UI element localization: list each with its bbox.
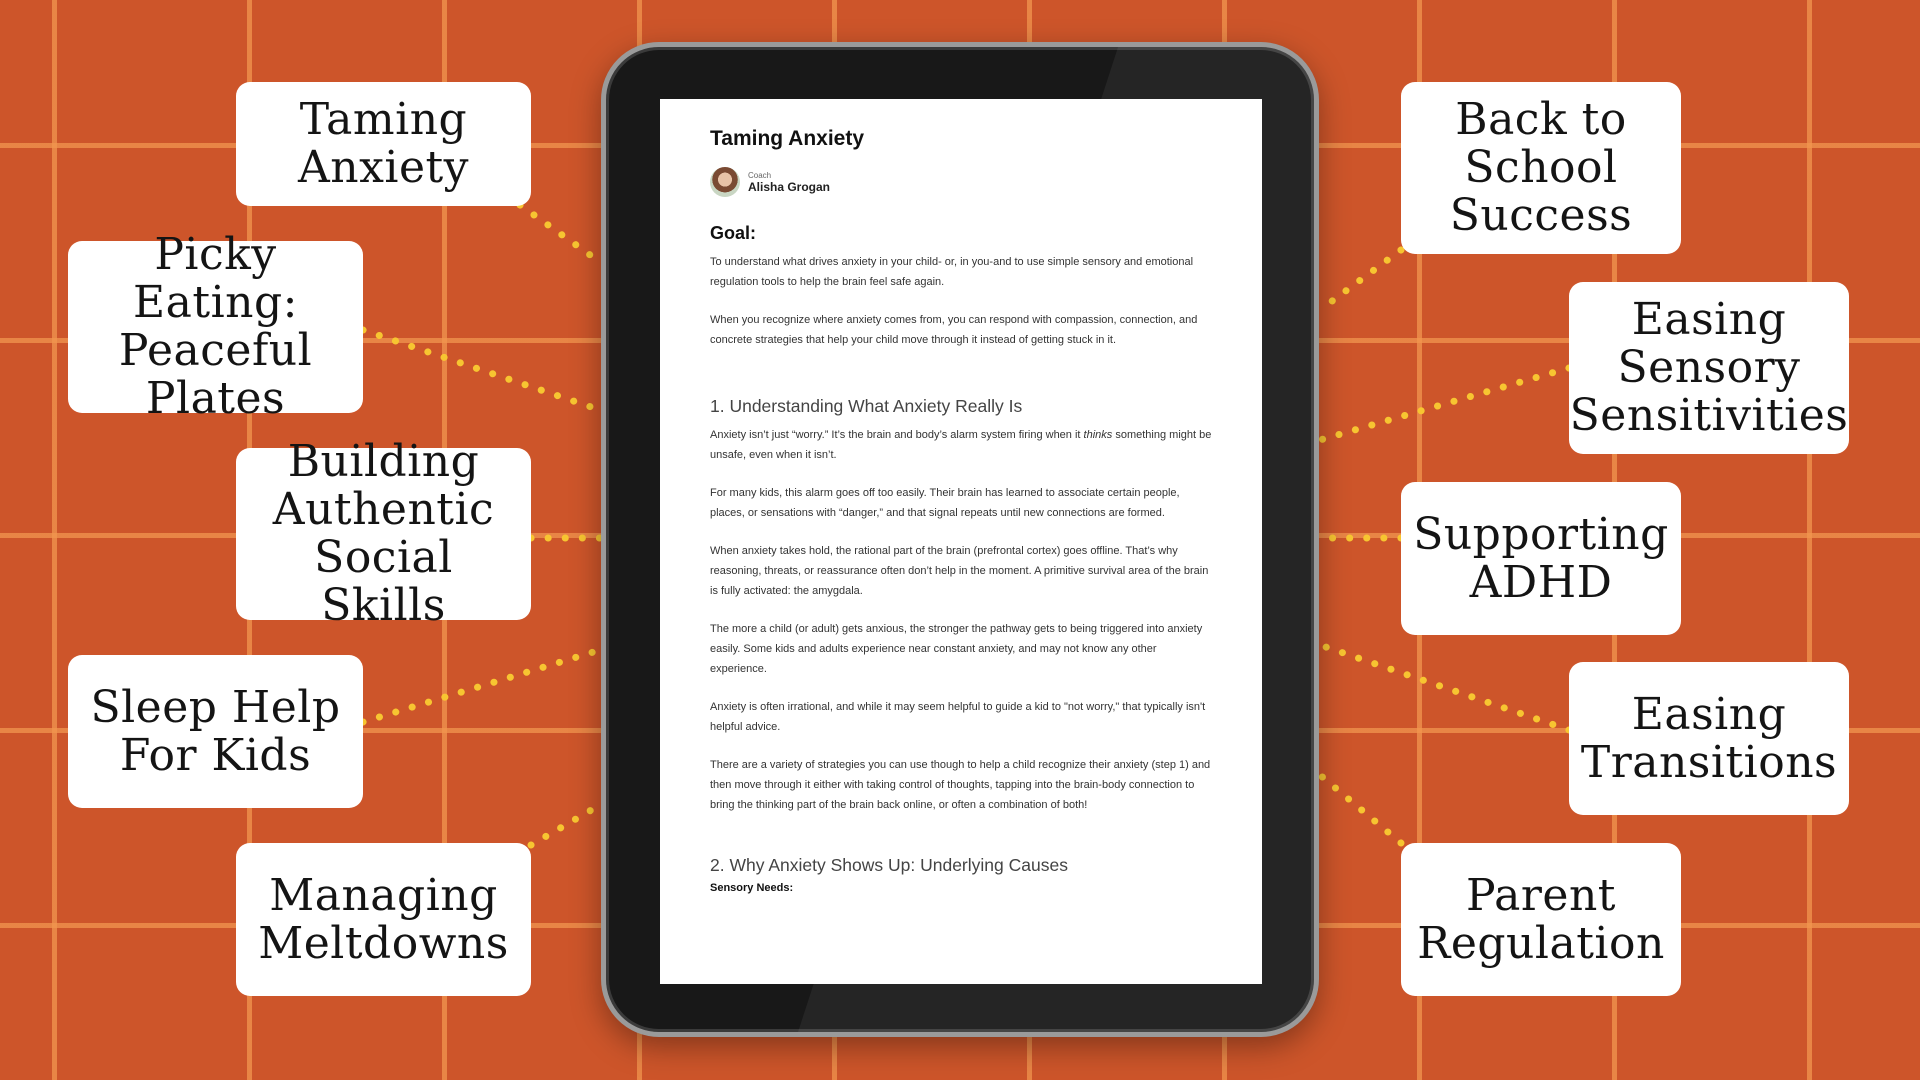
connector-managing-meltdowns	[531, 805, 600, 845]
intro-text-end: something might be unsafe, even when it isn’t.	[710, 429, 1212, 461]
goal-paragraph: When you recognize where anxiety comes from, you can respond with compassion, connection, and concrete strategies that help your child move through it instead of getting stuck in it.	[710, 314, 1198, 346]
section-1-paragraph: There are a variety of strategies you can use though to help a child recognize their anxiety (step 1) and then move through it either with taking control of thoughts, tapping into the brain-body connection to bring the thinking part of the brain back online, or often a combination of both!	[710, 759, 1211, 811]
card-managing-meltdowns[interactable]: Managing Meltdowns	[236, 843, 531, 996]
card-sensory-sensitivities[interactable]: Easing Sensory Sensitivities	[1569, 282, 1849, 454]
card-picky-eating[interactable]: Picky Eating: Peaceful Plates	[68, 241, 363, 413]
card-supporting-adhd[interactable]: Supporting ADHD	[1401, 482, 1681, 635]
connector-back-to-school	[1320, 250, 1401, 310]
intro-emphasis: thinks	[1083, 429, 1113, 441]
connector-easing-transitions	[1320, 645, 1569, 730]
goal-paragraph: To understand what drives anxiety in your child- or, in you-and to use simple sensory and emotional regulation tools to help the brain feel safe again.	[710, 256, 1194, 288]
card-social-skills[interactable]: Building Authentic Social Skills	[236, 448, 531, 620]
section-1-paragraph: The more a child (or adult) gets anxious, the stronger the pathway gets to being triggered into anxiety easily. Some kids and adults experience near constant anxiety, and may not know any other experience.	[710, 623, 1203, 675]
author-role: Coach	[748, 170, 772, 180]
section-1-paragraph: For many kids, this alarm goes off too easily. Their brain has learned to associate certain people, places, or sensations with “danger,” and that signal repeats until new connections are formed.	[710, 487, 1180, 519]
goal-heading: Goal:	[710, 223, 757, 243]
tablet-screen[interactable]	[660, 99, 1262, 984]
author-text	[748, 171, 830, 194]
section-1-heading: 1. Understanding What Anxiety Really Is	[710, 396, 1023, 416]
document-title: Taming Anxiety	[710, 127, 865, 150]
section-1-paragraph: Anxiety is often irrational, and while it may seem helpful to guide a kid to "not worry," that typically isn't helpful advice.	[710, 701, 1206, 733]
connector-picky-eating	[363, 330, 600, 410]
section-1-intro	[710, 425, 1212, 465]
section-2-subhead: Sensory Needs:	[710, 882, 794, 894]
avatar	[710, 167, 740, 197]
card-easing-transitions[interactable]: Easing Transitions	[1569, 662, 1849, 815]
intro-text: Anxiety isn’t just “worry.” It’s the brain and body’s alarm system firing when it	[710, 429, 1084, 441]
author-block	[710, 167, 1212, 197]
connector-taming-anxiety	[520, 205, 600, 262]
tablet-device	[601, 42, 1319, 1037]
card-sleep-help[interactable]: Sleep Help For Kids	[68, 655, 363, 808]
card-back-to-school[interactable]: Back to School Success	[1401, 82, 1681, 254]
author-name: Alisha Grogan	[748, 179, 831, 194]
connector-sleep-help	[363, 650, 600, 722]
card-parent-regulation[interactable]: Parent Regulation	[1401, 843, 1681, 996]
connector-sensory-sensitivities	[1320, 368, 1569, 440]
card-taming-anxiety[interactable]: Taming Anxiety	[236, 82, 531, 206]
connector-parent-regulation	[1320, 775, 1401, 843]
section-2-heading: 2. Why Anxiety Shows Up: Underlying Causes	[710, 855, 1068, 875]
section-1-paragraph: When anxiety takes hold, the rational part of the brain (prefrontal cortex) goes offline. That’s why reasoning, threats, or reassurance often don’t help in the moment. A primitive survival area of the brain is fully activated: the amygdala.	[710, 545, 1209, 597]
